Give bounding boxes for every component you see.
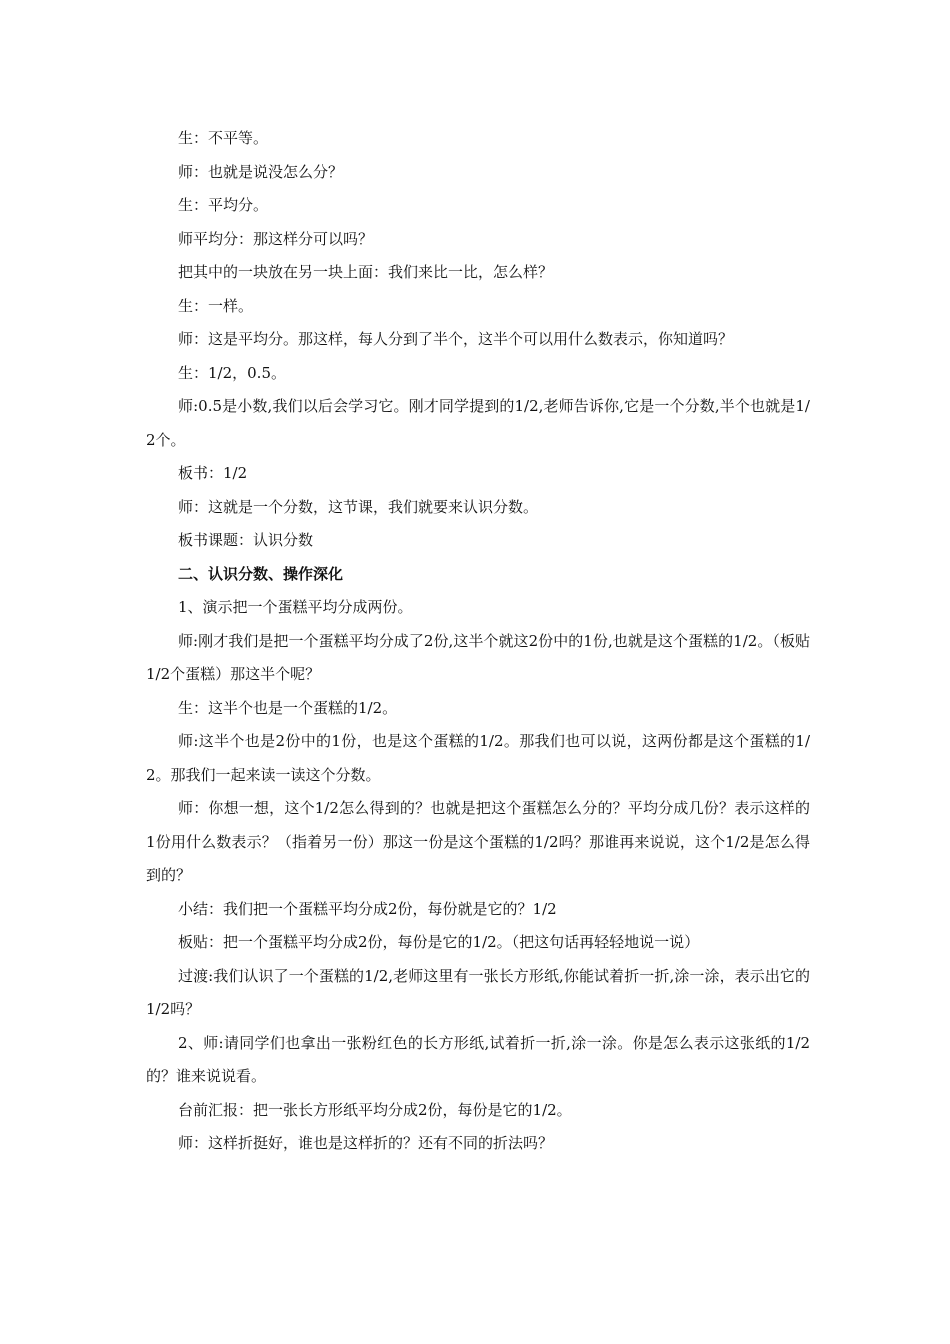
paragraph: 把其中的一块放在另一块上面：我们来比一比，怎么样？ [178,263,554,281]
paragraph: 台前汇报：把一张长方形纸平均分成2份，每份是它的1/2。 [178,1100,572,1119]
paragraph: 过渡:我们认识了一个蛋糕的1/2,老师这里有一张长方形纸,你能试着折一折,涂一涂，表示出它的1/2吗？ [146,966,810,1018]
paragraph: 生：平均分。 [178,196,269,214]
paragraph: 2、师:请同学们也拿出一张粉红色的长方形纸,试着折一折,涂一涂。你是怎么表示这张纸的1/2的？谁来说说看。 [146,1033,810,1085]
paragraph: 板贴：把一个蛋糕平均分成2份，每份是它的1/2。（把这句话再轻轻地说一说） [178,933,700,951]
paragraph: 生：不平等。 [178,129,269,147]
paragraph: 师：这是平均分。那这样，每人分到了半个，这半个可以用什么数表示，你知道吗？ [178,330,734,348]
section-heading: 二、认识分数、操作深化 [178,564,344,583]
paragraph: 生：这半个也是一个蛋糕的1/2。 [178,698,398,717]
paragraph: 板书课题：认识分数 [178,531,314,549]
paragraph: 生：1/2，0.5。 [178,363,286,382]
paragraph: 师平均分：那这样分可以吗？ [178,229,374,248]
paragraph: 师：这就是一个分数，这节课，我们就要来认识分数。 [178,497,539,516]
paragraph: 师：这样折挺好，谁也是这样折的？还有不同的折法吗？ [178,1134,554,1152]
paragraph: 1、演示把一个蛋糕平均分成两份。 [178,598,413,616]
paragraph: 师：也就是说没怎么分？ [178,162,344,181]
paragraph: 小结：我们把一个蛋糕平均分成2份，每份就是它的？1/2 [178,899,557,918]
paragraph: 师:刚才我们是把一个蛋糕平均分成了2份,这半个就这2份中的1份,也就是这个蛋糕的1/2。（板贴1/2个蛋糕）那这半个呢？ [146,631,810,683]
paragraph: 师:这半个也是2份中的1份，也是这个蛋糕的1/2。那我们也可以说，这两份都是这个蛋糕的1/2。那我们一起来读一读这个分数。 [146,732,810,784]
paragraph: 师:0.5是小数,我们以后会学习它。刚才同学提到的1/2,老师告诉你,它是一个分数,半个也就是1/2个。 [146,397,810,449]
paragraph: 师：你想一想，这个1/2怎么得到的？也就是把这个蛋糕怎么分的？平均分成几份？表示这样的1份用什么数表示？（指着另一份）那这一份是这个蛋糕的1/2吗？那谁再来说说，这个1/2是怎么得到的？ [146,799,810,884]
paragraph: 生：一样。 [178,296,254,315]
document-page [146,122,810,1161]
paragraph: 板书：1/2 [178,464,248,482]
